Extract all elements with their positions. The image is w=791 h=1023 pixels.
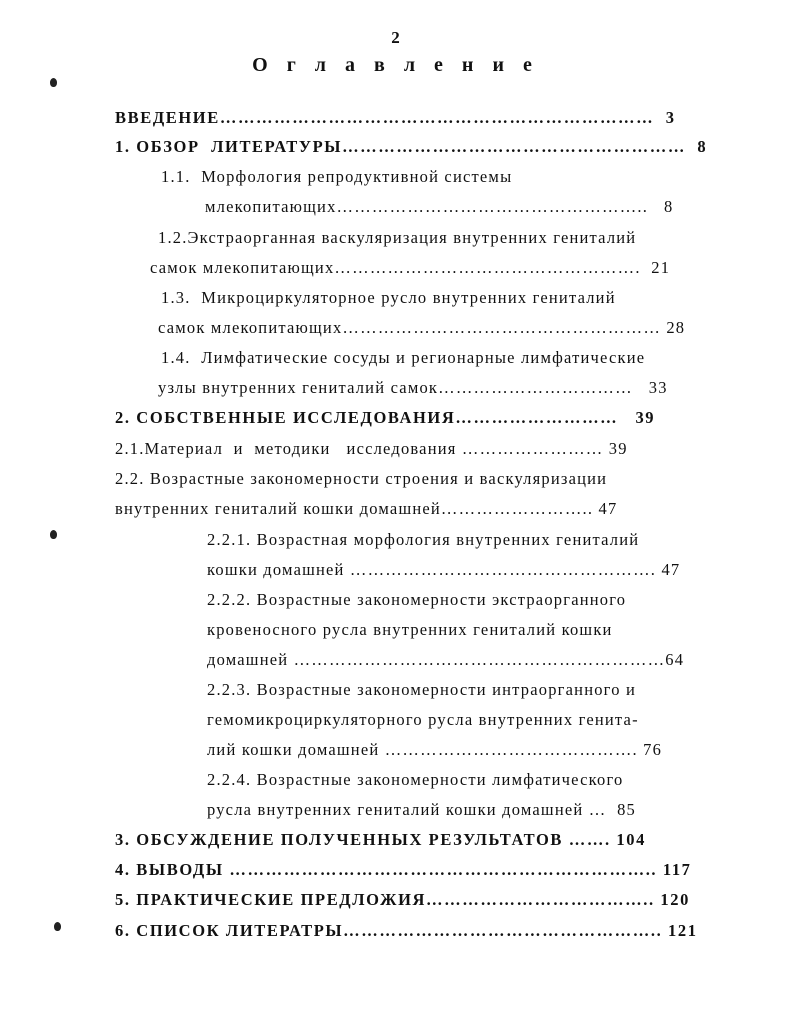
toc-entry: 3. ОБСУЖДЕНИЕ ПОЛУЧЕННЫХ РЕЗУЛЬТАТОВ ……. 104 [115, 830, 646, 849]
scan-mark [50, 78, 57, 87]
toc-entry: самок млекопитающих……………………………………………. 21 [150, 258, 671, 277]
toc-entry: 1. ОБЗОР ЛИТЕРАТУРЫ………………………………………………… 8 [115, 137, 708, 156]
toc-entry: 6. СПИСОК ЛИТЕРАТРЫ…………………………………………….. 121 [115, 921, 698, 940]
toc-entry: домашней ………………………………………………………64 [207, 650, 685, 669]
toc-entry: 4. ВЫВОДЫ …………………………………………………………….. 117 [115, 860, 692, 879]
toc-entry: гемомикроциркуляторного русла внутренних генита- [207, 710, 639, 729]
toc-entry: русла внутренних гениталий кошки домашней … 85 [207, 800, 636, 819]
toc-entry: 2.2.3. Возрастные закономерности интраорганного и [207, 680, 637, 699]
toc-entry: 2.2.1. Возрастная морфология внутренних гениталий [207, 530, 640, 549]
toc-entry: кошки домашней ……………………………………………. 47 [207, 560, 681, 579]
toc-entry: 2.2.2. Возрастные закономерности экстраорганного [207, 590, 627, 609]
toc-entry: млекопитающих…………………………………………….. 8 [205, 197, 674, 216]
toc-entry: узлы внутренних гениталий самок…………………………… 33 [158, 378, 668, 397]
toc-entry: 2. СОБСТВЕННЫЕ ИССЛЕДОВАНИЯ……………………… 39 [115, 408, 656, 427]
toc-entry: 1.4. Лимфатические сосуды и регионарные лимфатические [161, 348, 646, 367]
page-number: 2 [391, 28, 400, 47]
page-title: О г л а в л е н и е [252, 54, 539, 76]
toc-entry: 5. ПРАКТИЧЕСКИЕ ПРЕДЛОЖИЯ……………………………….. 120 [115, 890, 690, 909]
toc-entry: лий кошки домашней ……………………………………. 76 [207, 740, 663, 759]
toc-entry: 2.1.Материал и методики исследования …………………… 39 [115, 439, 628, 458]
toc-entry: кровеносного русла внутренних гениталий кошки [207, 620, 613, 639]
toc-entry: самок млекопитающих……………………………………………… 28 [158, 318, 686, 337]
scan-mark [50, 530, 57, 539]
scan-mark [54, 922, 61, 931]
toc-entry: 1.3. Микроциркуляторное русло внутренних гениталий [161, 288, 616, 307]
toc-entry: 1.2.Экстраорганная васкуляризация внутренних гениталий [158, 228, 637, 247]
toc-entry: внутренних гениталий кошки домашней…………………….. 47 [115, 499, 618, 518]
toc-entry: 2.2. Возрастные закономерности строения и васкуляризации [115, 469, 608, 488]
toc-entry: 2.2.4. Возрастные закономерности лимфатического [207, 770, 624, 789]
toc-entry: ВВЕДЕНИЕ……………………………………………………………… 3 [115, 108, 676, 127]
toc-entry: 1.1. Морфология репродуктивной системы [161, 167, 513, 186]
